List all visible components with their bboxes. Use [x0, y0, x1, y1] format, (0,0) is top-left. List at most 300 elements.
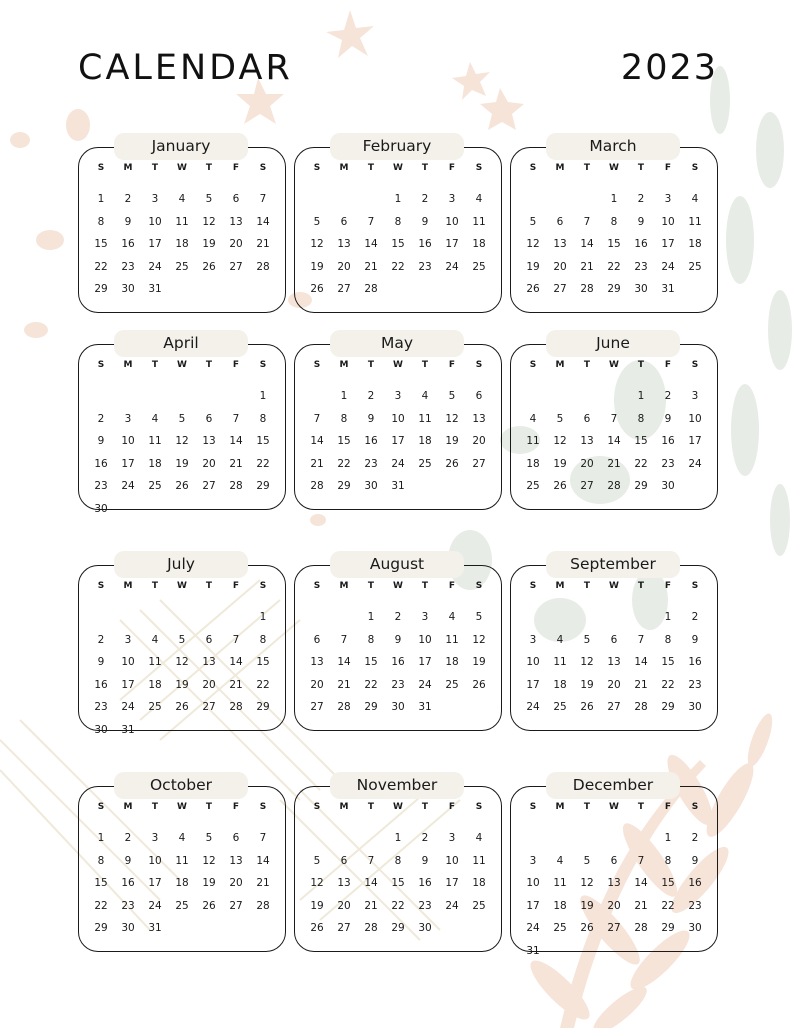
- day-cell: 3: [151, 193, 159, 205]
- day-cell: 22: [256, 457, 270, 470]
- day-cell: 14: [229, 656, 243, 668]
- day-cell: 11: [418, 412, 432, 425]
- day-cell: 11: [553, 656, 567, 668]
- weekday-header: W: [393, 581, 403, 591]
- day-cell: 19: [310, 899, 324, 912]
- day-cell: 3: [124, 412, 132, 425]
- day-cell: 6: [610, 633, 618, 646]
- month-name: March: [546, 133, 680, 160]
- weekday-header: T: [151, 802, 159, 812]
- day-cell: 30: [364, 480, 378, 492]
- day-cell: 20: [310, 678, 324, 691]
- month-november: [294, 772, 502, 939]
- day-cell: 28: [364, 922, 378, 934]
- day-cell: 23: [121, 899, 135, 912]
- day-cell: 16: [364, 435, 378, 447]
- day-cell: 22: [607, 260, 621, 273]
- weekday-header: S: [97, 802, 105, 812]
- day-cell: 1: [97, 832, 105, 844]
- day-cell: 14: [256, 215, 270, 228]
- day-cell: 27: [310, 701, 324, 713]
- day-cell: 22: [364, 678, 378, 691]
- weekday-header: T: [367, 802, 375, 812]
- day-cell: 30: [634, 283, 648, 295]
- day-cell: 14: [634, 656, 648, 668]
- day-cell: 11: [526, 435, 540, 447]
- day-cell: 19: [472, 656, 486, 668]
- weekday-header: T: [421, 360, 429, 370]
- weekday-header: S: [97, 163, 105, 173]
- weekday-header: F: [232, 360, 240, 370]
- day-cell: 14: [607, 435, 621, 447]
- day-cell: 6: [583, 412, 591, 425]
- day-cell: 18: [526, 457, 540, 470]
- weekday-header: W: [177, 360, 187, 370]
- day-cell: 14: [310, 435, 324, 447]
- day-cell: 12: [472, 633, 486, 646]
- weekday-header: F: [664, 360, 672, 370]
- day-cell: 7: [313, 412, 321, 425]
- day-cell: 13: [229, 215, 243, 228]
- day-cell: 10: [121, 435, 135, 447]
- weekday-header: M: [555, 163, 565, 173]
- day-cell: 10: [688, 412, 702, 425]
- day-cell: 10: [526, 877, 540, 889]
- day-cell: 21: [607, 457, 621, 470]
- day-cell: 27: [202, 480, 216, 492]
- day-cell: 11: [175, 854, 189, 867]
- month-february: [294, 133, 502, 300]
- day-cell: 8: [97, 215, 105, 228]
- day-cell: 29: [256, 701, 270, 713]
- day-cell: 27: [472, 457, 486, 470]
- day-cell: 12: [202, 215, 216, 228]
- day-cell: 3: [151, 832, 159, 844]
- day-cell: 18: [148, 678, 162, 691]
- day-cell: 3: [448, 193, 456, 205]
- day-cell: 11: [472, 854, 486, 867]
- day-cell: 21: [634, 678, 648, 691]
- day-cell: 11: [148, 656, 162, 668]
- day-cell: 27: [229, 899, 243, 912]
- month-name: February: [330, 133, 464, 160]
- day-cell: 20: [337, 899, 351, 912]
- day-cell: 3: [529, 854, 537, 867]
- day-cell: 30: [661, 480, 675, 492]
- day-cell: 17: [148, 877, 162, 889]
- day-cell: 25: [526, 480, 540, 492]
- day-cell: 16: [418, 877, 432, 889]
- day-cell: 16: [121, 238, 135, 250]
- day-cell: 12: [310, 238, 324, 250]
- day-cell: 2: [664, 390, 672, 402]
- day-cell: 17: [391, 435, 405, 447]
- weekday-header: F: [664, 581, 672, 591]
- weekday-header: S: [691, 163, 699, 173]
- weekday-header: T: [367, 360, 375, 370]
- day-cell: 28: [607, 480, 621, 492]
- day-cell: 24: [121, 480, 135, 492]
- weekday-header: S: [97, 360, 105, 370]
- weekday-header: T: [637, 163, 645, 173]
- day-cell: 12: [175, 656, 189, 668]
- weekday-header: M: [339, 581, 349, 591]
- day-cell: 12: [580, 877, 594, 889]
- day-cell: 17: [661, 238, 675, 250]
- day-cell: 3: [448, 832, 456, 844]
- day-cell: 11: [148, 435, 162, 447]
- day-cell: 8: [97, 854, 105, 867]
- weekday-header: T: [637, 360, 645, 370]
- day-cell: 21: [634, 899, 648, 912]
- day-cell: 5: [583, 633, 591, 646]
- weekday-header: M: [339, 163, 349, 173]
- day-cell: 27: [202, 701, 216, 713]
- day-cell: 26: [445, 457, 459, 470]
- day-cell: 10: [391, 412, 405, 425]
- weekday-header: M: [123, 581, 133, 591]
- day-cell: 10: [418, 633, 432, 646]
- day-cell: 10: [121, 656, 135, 668]
- day-cell: 27: [580, 480, 594, 492]
- weekday-header: M: [123, 802, 133, 812]
- day-cell: 20: [202, 457, 216, 470]
- day-cell: 7: [637, 633, 645, 646]
- day-cell: 12: [175, 435, 189, 447]
- day-cell: 28: [256, 260, 270, 273]
- weekday-header: T: [151, 360, 159, 370]
- day-cell: 4: [556, 633, 564, 646]
- weekday-header: S: [475, 581, 483, 591]
- day-cell: 29: [634, 480, 648, 492]
- day-cell: 9: [367, 412, 375, 425]
- day-cell: 26: [472, 678, 486, 691]
- day-cell: 23: [661, 457, 675, 470]
- day-cell: 18: [472, 877, 486, 889]
- weekday-header: M: [339, 802, 349, 812]
- day-cell: 7: [367, 854, 375, 867]
- day-cell: 19: [553, 457, 567, 470]
- day-cell: 15: [94, 877, 108, 889]
- day-cell: 5: [178, 412, 186, 425]
- day-cell: 9: [97, 656, 105, 668]
- weekday-header: W: [177, 802, 187, 812]
- weekday-header: W: [393, 163, 403, 173]
- weekday-header: T: [583, 581, 591, 591]
- day-cell: 21: [256, 238, 270, 250]
- day-cell: 27: [229, 260, 243, 273]
- day-cell: 13: [202, 656, 216, 668]
- day-cell: 1: [259, 390, 267, 402]
- day-cell: 22: [661, 678, 675, 691]
- month-name: September: [546, 551, 680, 578]
- day-cell: 12: [526, 238, 540, 250]
- weekday-header: S: [691, 581, 699, 591]
- weekday-header: S: [259, 581, 267, 591]
- day-cell: 2: [97, 633, 105, 646]
- day-cell: 29: [94, 283, 108, 295]
- day-cell: 5: [313, 215, 321, 228]
- month-name: June: [546, 330, 680, 357]
- day-cell: 3: [394, 390, 402, 402]
- day-cell: 1: [394, 193, 402, 205]
- day-cell: 1: [367, 611, 375, 623]
- day-cell: 9: [421, 854, 429, 867]
- weekday-header: M: [123, 360, 133, 370]
- day-cell: 9: [97, 435, 105, 447]
- weekday-header: S: [313, 163, 321, 173]
- day-cell: 6: [475, 390, 483, 402]
- month-name: November: [330, 772, 464, 799]
- day-cell: 23: [688, 678, 702, 691]
- day-cell: 4: [475, 193, 483, 205]
- weekday-header: F: [448, 360, 456, 370]
- day-cell: 23: [688, 899, 702, 912]
- weekday-header: F: [448, 163, 456, 173]
- day-cell: 27: [337, 922, 351, 934]
- weekday-header: S: [313, 581, 321, 591]
- day-cell: 12: [445, 412, 459, 425]
- weekday-header: S: [97, 581, 105, 591]
- day-cell: 4: [151, 412, 159, 425]
- day-cell: 1: [610, 193, 618, 205]
- day-cell: 19: [310, 260, 324, 273]
- weekday-header: M: [555, 581, 565, 591]
- weekday-header: M: [555, 360, 565, 370]
- day-cell: 26: [580, 922, 594, 934]
- month-june: [510, 330, 718, 497]
- day-cell: 2: [394, 611, 402, 623]
- day-cell: 29: [607, 283, 621, 295]
- day-cell: 2: [367, 390, 375, 402]
- day-cell: 29: [391, 922, 405, 934]
- day-cell: 18: [688, 238, 702, 250]
- day-cell: 21: [364, 260, 378, 273]
- day-cell: 5: [529, 215, 537, 228]
- day-cell: 16: [418, 238, 432, 250]
- day-cell: 25: [688, 260, 702, 273]
- day-cell: 16: [94, 678, 108, 691]
- day-cell: 7: [637, 854, 645, 867]
- day-cell: 5: [448, 390, 456, 402]
- day-cell: 25: [445, 678, 459, 691]
- weekday-header: S: [475, 360, 483, 370]
- day-cell: 31: [148, 922, 162, 934]
- day-cell: 14: [256, 854, 270, 867]
- day-cell: 30: [121, 922, 135, 934]
- day-cell: 15: [256, 435, 270, 447]
- day-cell: 17: [526, 678, 540, 691]
- day-cell: 15: [94, 238, 108, 250]
- day-cell: 24: [688, 457, 702, 470]
- day-cell: 26: [175, 480, 189, 492]
- day-cell: 7: [340, 633, 348, 646]
- day-cell: 25: [148, 480, 162, 492]
- day-cell: 30: [121, 283, 135, 295]
- day-cell: 22: [256, 678, 270, 691]
- weekday-header: F: [664, 802, 672, 812]
- day-cell: 14: [364, 877, 378, 889]
- day-cell: 7: [583, 215, 591, 228]
- day-cell: 17: [121, 678, 135, 691]
- day-cell: 19: [580, 678, 594, 691]
- weekday-header: T: [367, 163, 375, 173]
- day-cell: 30: [391, 701, 405, 713]
- weekday-header: S: [529, 581, 537, 591]
- day-cell: 19: [445, 435, 459, 447]
- day-cell: 30: [94, 723, 108, 736]
- day-cell: 25: [148, 701, 162, 713]
- day-cell: 9: [691, 854, 699, 867]
- month-name: April: [114, 330, 248, 357]
- day-cell: 2: [97, 412, 105, 425]
- day-cell: 13: [229, 854, 243, 867]
- weekday-header: W: [393, 360, 403, 370]
- day-cell: 22: [661, 899, 675, 912]
- day-cell: 17: [121, 457, 135, 470]
- day-cell: 16: [688, 877, 702, 889]
- day-cell: 12: [553, 435, 567, 447]
- weekday-header: S: [313, 360, 321, 370]
- day-cell: 17: [148, 238, 162, 250]
- day-cell: 24: [661, 260, 675, 273]
- weekday-header: W: [177, 581, 187, 591]
- weekday-header: W: [609, 802, 619, 812]
- day-cell: 4: [178, 193, 186, 205]
- day-cell: 28: [634, 701, 648, 713]
- day-cell: 11: [688, 215, 702, 228]
- day-cell: 27: [337, 283, 351, 295]
- day-cell: 10: [661, 215, 675, 228]
- day-cell: 24: [148, 260, 162, 273]
- weekday-header: M: [339, 360, 349, 370]
- month-name: October: [114, 772, 248, 799]
- day-cell: 20: [202, 678, 216, 691]
- day-cell: 2: [421, 193, 429, 205]
- weekday-header: M: [123, 163, 133, 173]
- day-cell: 16: [94, 457, 108, 470]
- day-cell: 24: [445, 899, 459, 912]
- day-cell: 21: [229, 457, 243, 470]
- day-cell: 9: [691, 633, 699, 646]
- day-cell: 18: [553, 899, 567, 912]
- day-cell: 5: [205, 193, 213, 205]
- weekday-header: M: [555, 802, 565, 812]
- day-cell: 6: [205, 633, 213, 646]
- month-name: May: [330, 330, 464, 357]
- day-cell: 4: [151, 633, 159, 646]
- day-cell: 4: [556, 854, 564, 867]
- day-cell: 31: [121, 723, 135, 736]
- day-cell: 18: [418, 435, 432, 447]
- day-cell: 25: [418, 457, 432, 470]
- weekday-header: F: [232, 802, 240, 812]
- day-cell: 8: [259, 633, 267, 646]
- day-cell: 7: [367, 215, 375, 228]
- day-cell: 4: [421, 390, 429, 402]
- day-cell: 22: [94, 899, 108, 912]
- day-cell: 15: [391, 877, 405, 889]
- month-september: [510, 551, 718, 718]
- day-cell: 16: [121, 877, 135, 889]
- day-cell: 18: [553, 678, 567, 691]
- weekday-header: S: [313, 802, 321, 812]
- day-cell: 23: [391, 678, 405, 691]
- day-cell: 20: [607, 899, 621, 912]
- day-cell: 17: [418, 656, 432, 668]
- day-cell: 16: [661, 435, 675, 447]
- day-cell: 3: [664, 193, 672, 205]
- day-cell: 20: [580, 457, 594, 470]
- day-cell: 17: [445, 877, 459, 889]
- day-cell: 1: [97, 193, 105, 205]
- day-cell: 15: [661, 877, 675, 889]
- day-cell: 30: [688, 701, 702, 713]
- day-cell: 13: [472, 412, 486, 425]
- day-cell: 11: [472, 215, 486, 228]
- day-cell: 7: [259, 832, 267, 844]
- day-cell: 7: [610, 412, 618, 425]
- day-cell: 1: [664, 832, 672, 844]
- weekday-header: S: [529, 163, 537, 173]
- weekday-header: W: [393, 802, 403, 812]
- day-cell: 22: [391, 899, 405, 912]
- day-cell: 5: [205, 832, 213, 844]
- day-cell: 6: [232, 193, 240, 205]
- day-cell: 15: [256, 656, 270, 668]
- day-cell: 28: [364, 283, 378, 295]
- weekday-header: T: [421, 163, 429, 173]
- day-cell: 7: [259, 193, 267, 205]
- day-cell: 1: [637, 390, 645, 402]
- day-cell: 19: [202, 238, 216, 250]
- day-cell: 15: [337, 435, 351, 447]
- weekday-header: S: [259, 163, 267, 173]
- day-cell: 26: [175, 701, 189, 713]
- weekday-header: T: [583, 360, 591, 370]
- day-cell: 8: [610, 215, 618, 228]
- weekday-header: T: [583, 163, 591, 173]
- day-cell: 29: [661, 922, 675, 934]
- day-cell: 13: [202, 435, 216, 447]
- day-cell: 14: [580, 238, 594, 250]
- day-cell: 3: [691, 390, 699, 402]
- day-cell: 26: [202, 899, 216, 912]
- day-cell: 4: [691, 193, 699, 205]
- day-cell: 27: [607, 922, 621, 934]
- day-cell: 31: [418, 701, 432, 713]
- month-name: August: [330, 551, 464, 578]
- day-cell: 31: [526, 944, 540, 957]
- day-cell: 10: [148, 854, 162, 867]
- weekday-header: T: [583, 802, 591, 812]
- day-cell: 21: [229, 678, 243, 691]
- day-cell: 17: [688, 435, 702, 447]
- day-cell: 6: [556, 215, 564, 228]
- day-cell: 7: [232, 412, 240, 425]
- day-cell: 31: [391, 480, 405, 492]
- day-cell: 8: [340, 412, 348, 425]
- day-cell: 30: [94, 502, 108, 515]
- day-cell: 28: [229, 480, 243, 492]
- day-cell: 10: [148, 215, 162, 228]
- day-cell: 6: [232, 832, 240, 844]
- day-cell: 26: [310, 922, 324, 934]
- weekday-header: T: [151, 581, 159, 591]
- day-cell: 9: [124, 854, 132, 867]
- day-cell: 7: [232, 633, 240, 646]
- day-cell: 27: [553, 283, 567, 295]
